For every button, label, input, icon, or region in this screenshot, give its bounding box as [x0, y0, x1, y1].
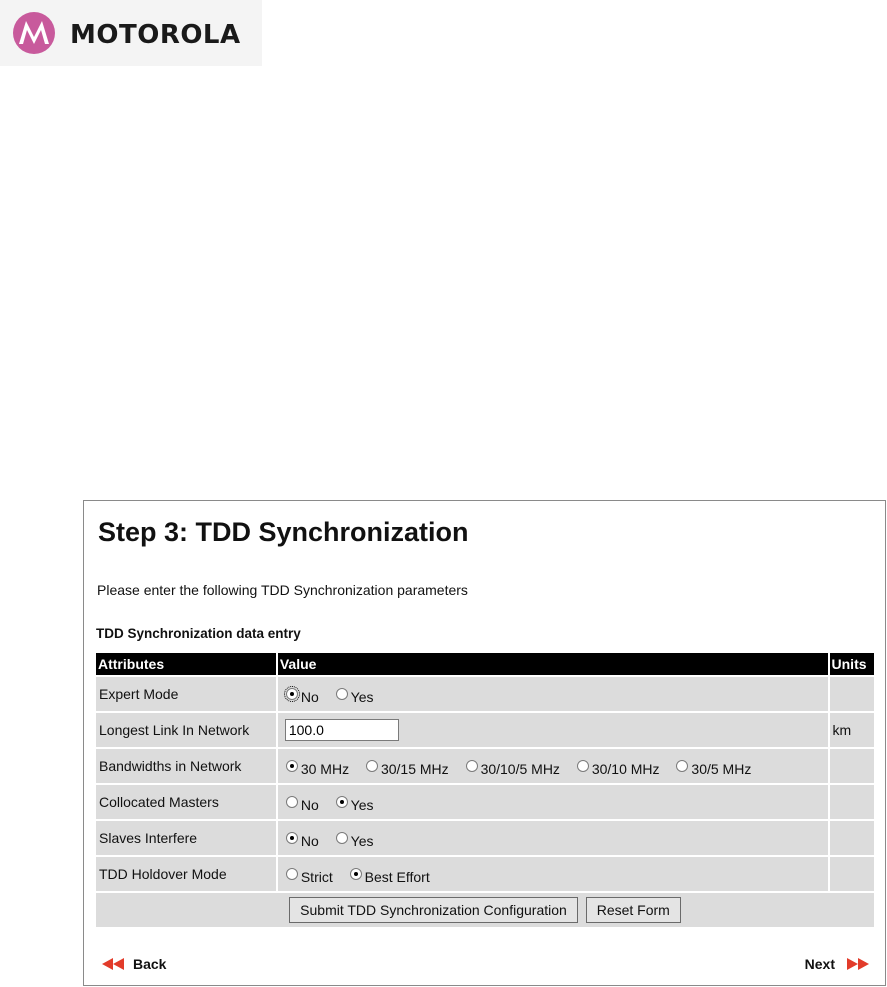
back-link[interactable]	[102, 956, 166, 972]
double-arrow-left-icon	[102, 958, 124, 970]
bandwidth-30-5-radio[interactable]	[676, 760, 688, 772]
collocated-masters-value	[278, 785, 828, 819]
slaves-interfere-no-option[interactable]	[281, 830, 319, 849]
holdover-best-effort-option[interactable]	[345, 866, 430, 885]
table-row-expert-mode	[96, 677, 874, 711]
next-label: Next	[804, 956, 835, 972]
expert-mode-no-label: No	[300, 688, 319, 705]
slaves-interfere-label: Slaves Interfere	[96, 821, 276, 855]
collocated-masters-yes-radio[interactable]	[336, 796, 348, 808]
longest-link-label: Longest Link In Network	[96, 713, 276, 747]
holdover-strict-option[interactable]	[281, 866, 333, 885]
bandwidth-30-15-option[interactable]	[361, 758, 449, 777]
intro-text: Please enter the following TDD Synchronization parameters	[97, 582, 468, 598]
holdover-strict-label: Strict	[300, 868, 333, 885]
slaves-interfere-yes-option[interactable]	[331, 830, 374, 849]
collocated-masters-units	[830, 785, 874, 819]
bandwidths-label: Bandwidths in Network	[96, 749, 276, 783]
holdover-mode-units	[830, 857, 874, 891]
bandwidth-30-5-label: 30/5 MHz	[691, 760, 752, 777]
expert-mode-label: Expert Mode	[96, 677, 276, 711]
slaves-interfere-value	[278, 821, 828, 855]
motorola-batwing-icon	[12, 11, 56, 55]
table-row-bandwidths	[96, 749, 874, 783]
table-row-slaves-interfere	[96, 821, 874, 855]
bandwidth-30-5-option[interactable]	[671, 758, 752, 777]
collocated-masters-yes-label: Yes	[350, 796, 374, 813]
table-header-row	[96, 653, 874, 675]
bandwidth-30-15-radio[interactable]	[366, 760, 378, 772]
collocated-masters-label: Collocated Masters	[96, 785, 276, 819]
bandwidths-value	[278, 749, 828, 783]
holdover-best-effort-radio[interactable]	[350, 868, 362, 880]
slaves-interfere-no-label: No	[300, 832, 319, 849]
bandwidth-30-radio[interactable]	[286, 760, 298, 772]
submit-button[interactable]: Submit TDD Synchronization Configuration	[289, 897, 578, 923]
collocated-masters-no-option[interactable]	[281, 794, 319, 813]
page-title: Step 3: TDD Synchronization	[98, 517, 469, 547]
longest-link-input[interactable]	[285, 719, 399, 741]
double-arrow-right-icon	[847, 958, 869, 970]
bandwidth-30-10-5-label: 30/10/5 MHz	[480, 760, 560, 777]
brand-name: MOTOROLA	[70, 20, 241, 50]
header-attributes: Attributes	[96, 653, 276, 675]
bandwidth-30-label: 30 MHz	[300, 760, 350, 777]
collocated-masters-yes-option[interactable]	[331, 794, 374, 813]
table-row-holdover-mode	[96, 857, 874, 891]
slaves-interfere-no-radio[interactable]	[286, 832, 298, 844]
motorola-logo	[0, 0, 262, 66]
holdover-best-effort-label: Best Effort	[364, 868, 430, 885]
bandwidths-units	[830, 749, 874, 783]
bandwidth-30-10-5-option[interactable]	[461, 758, 560, 777]
holdover-mode-label: TDD Holdover Mode	[96, 857, 276, 891]
bandwidth-30-10-label: 30/10 MHz	[591, 760, 660, 777]
bandwidth-30-10-radio[interactable]	[577, 760, 589, 772]
table-row-longest-link	[96, 713, 874, 747]
bandwidth-30-15-label: 30/15 MHz	[380, 760, 449, 777]
reset-form-button[interactable]: Reset Form	[586, 897, 681, 923]
slaves-interfere-units	[830, 821, 874, 855]
bandwidth-30-option[interactable]	[281, 758, 350, 777]
header-units: Units	[830, 653, 874, 675]
expert-mode-yes-option[interactable]	[331, 686, 374, 705]
expert-mode-no-radio[interactable]	[286, 688, 298, 700]
holdover-mode-value	[278, 857, 828, 891]
expert-mode-yes-radio[interactable]	[336, 688, 348, 700]
collocated-masters-no-radio[interactable]	[286, 796, 298, 808]
slaves-interfere-yes-label: Yes	[350, 832, 374, 849]
table-row-collocated-masters	[96, 785, 874, 819]
back-label: Back	[133, 956, 167, 972]
next-link[interactable]	[805, 956, 869, 972]
bandwidth-30-10-5-radio[interactable]	[466, 760, 478, 772]
header-value: Value	[278, 653, 828, 675]
button-row	[96, 893, 874, 927]
bandwidth-30-10-option[interactable]	[572, 758, 660, 777]
holdover-strict-radio[interactable]	[286, 868, 298, 880]
expert-mode-yes-label: Yes	[350, 688, 374, 705]
collocated-masters-no-label: No	[300, 796, 319, 813]
tdd-sync-panel	[83, 500, 886, 986]
slaves-interfere-yes-radio[interactable]	[336, 832, 348, 844]
section-title: TDD Synchronization data entry	[96, 626, 301, 641]
button-cell	[96, 893, 874, 927]
expert-mode-value	[278, 677, 828, 711]
expert-mode-units	[830, 677, 874, 711]
tdd-sync-table	[94, 651, 876, 929]
longest-link-units: km	[830, 713, 874, 747]
longest-link-value	[278, 713, 828, 747]
expert-mode-no-option[interactable]	[281, 686, 319, 705]
